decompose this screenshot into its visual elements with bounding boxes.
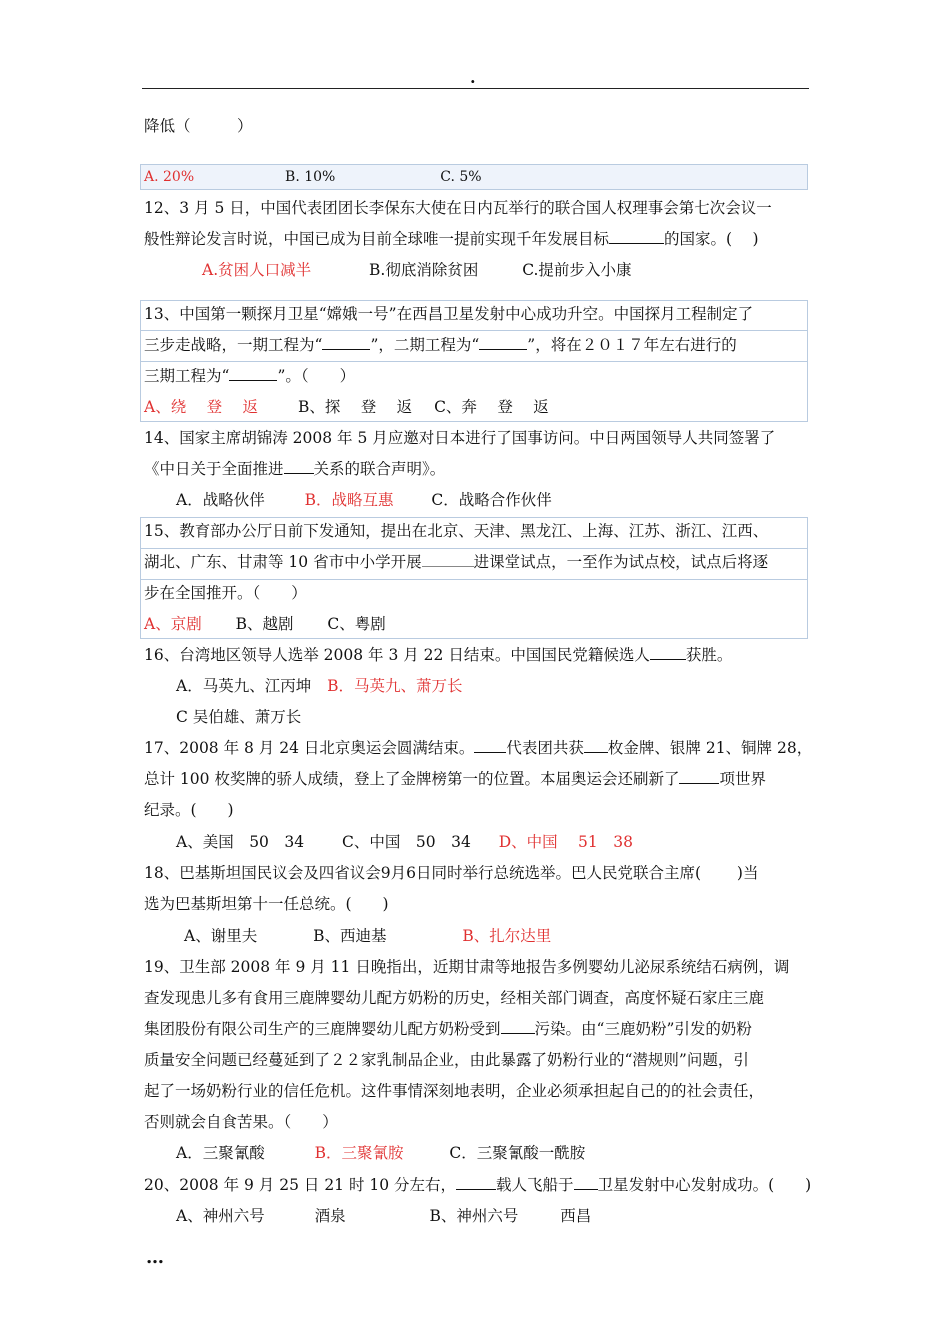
q17-line3: 纪录。( ): [144, 801, 234, 819]
q18-options: [184, 925, 551, 947]
q13-divider-1: [140, 330, 808, 331]
q15-line2-a: 湖北、广东、甘肃等 10 省市中小学开展: [144, 553, 422, 571]
q19-line1: 19、卫生部 2008 年 9 月 11 日晚指出，近期甘肃等地报告多例婴幼儿泌尿系统结石病例，调: [144, 958, 790, 976]
q18-line1: 18、巴基斯坦国民议会及四省议会9月6日同时举行总统选举。巴人民党联合主席( )当: [144, 864, 759, 882]
q13-options: [144, 396, 549, 418]
q20-options: [176, 1205, 591, 1227]
q17-line2: [144, 768, 766, 790]
q17-blank-2: [584, 738, 608, 753]
q17-option-d: D、中国 51 38: [498, 833, 634, 851]
q17-line1: [144, 737, 812, 759]
header-dot: .: [470, 68, 476, 87]
q18-option-b: B、西迪基: [313, 927, 387, 945]
q15-divider-1: [140, 548, 808, 549]
q20-line1: [144, 1174, 811, 1196]
q20-line1-c: 卫星发射中心发射成功。( ): [597, 1176, 812, 1194]
q13-line2-c: ”，将在２０１７年左右进行的: [527, 336, 737, 354]
q15-option-a: A、京剧: [144, 615, 202, 633]
q19-line3: [144, 1018, 752, 1040]
q20-option-b-site: 西昌: [560, 1207, 592, 1225]
q12-line2: [144, 228, 759, 250]
q11-option-b: B. 10%: [285, 169, 336, 185]
q19-line5: 起了一场奶粉行业的信任危机。这件事情深刻地表明，企业必须承担起自己的的社会责任，: [144, 1082, 765, 1100]
q11-option-a: A. 20%: [144, 169, 195, 185]
q14-line2-b: 关系的联合声明》。: [313, 460, 446, 478]
q17-option-c: C、中国 50 34: [342, 833, 471, 851]
q13-line1: 13、中国第一颗探月卫星“嫦娥一号”在西昌卫星发射中心成功升空。中国探月工程制定了: [144, 305, 754, 323]
q20-option-a-ship: A、神州六号: [176, 1207, 265, 1225]
q17-line2-b: 项世界: [719, 770, 766, 788]
q14-line2-a: 《中日关于全面推进: [144, 460, 284, 478]
q19-line3-a: 集团股份有限公司生产的三鹿牌婴幼儿配方奶粉受到: [144, 1020, 501, 1038]
q15-option-b: B、越剧: [235, 615, 294, 633]
q20-option-a-site: 酒泉: [314, 1207, 346, 1225]
q13-divider-2: [140, 361, 808, 362]
q15-line1: 15、教育部办公厅日前下发通知，提出在北京、天津、黑龙江、上海、江苏、浙江、江西、: [144, 522, 769, 540]
q19-line6: 否则就会自食苦果。（ ）: [144, 1113, 338, 1131]
q16-option-c: C 吴伯雄、萧万长: [176, 708, 302, 726]
q13-line2-b: ”，二期工程为“: [370, 336, 480, 354]
q17-blank-1: [474, 738, 506, 753]
q16-options: [176, 675, 462, 697]
q19-line2: 查发现患儿多有食用三鹿牌婴幼儿配方奶粉的历史，经相关部门调查，高度怀疑石家庄三鹿: [144, 989, 765, 1007]
q12-option-b: B.彻底消除贫困: [369, 261, 479, 279]
q14-options: [176, 489, 552, 511]
q13-line3-a: 三期工程为“: [144, 367, 230, 385]
q14-line2: [144, 458, 445, 480]
q13-blank-2: [479, 335, 527, 350]
q16-line1-a: 16、台湾地区领导人选举 2008 年 3 月 22 日结束。中国国民党籍候选人: [144, 646, 650, 664]
q18-option-c: B、扎尔达里: [462, 927, 552, 945]
q18-line2: 选为巴基斯坦第十一任总统。( ): [144, 895, 389, 913]
q13-line3-b: ”。（ ）: [277, 367, 356, 385]
header-rule: [142, 88, 809, 89]
q19-blank: [501, 1019, 535, 1034]
q15-option-c: C、粤剧: [327, 615, 386, 633]
q17-options: [176, 831, 633, 853]
q18-option-a: A、谢里夫: [184, 927, 258, 945]
q14-option-c: C．战略合作伙伴: [431, 491, 552, 509]
q17-line1-b: 代表团共获: [506, 739, 584, 757]
q13-option-a: A、绕 登 返: [144, 398, 259, 416]
q17-line1-c: 枚金牌、银牌 21、铜牌 28，: [607, 739, 813, 757]
q13-blank-3: [229, 366, 277, 381]
q12-line2-b: 的国家。( ): [664, 230, 759, 248]
q13-line2: [144, 334, 737, 356]
q16-line1: [144, 644, 732, 666]
q19-options: [176, 1142, 585, 1164]
q13-option-c: C、奔 登 返: [434, 398, 549, 416]
q15-line3: 步在全国推开。（ ）: [144, 584, 307, 602]
footer-ellipsis: …: [146, 1247, 165, 1268]
q14-option-b: B．战略互惠: [304, 491, 394, 509]
q12-option-c: C.提前步入小康: [522, 261, 632, 279]
q19-option-b: B．三聚氰胺: [314, 1144, 404, 1162]
q14-option-a: A．战略伙伴: [176, 491, 265, 509]
q17-blank-3: [679, 769, 719, 784]
q19-line3-b: 污染。由“三鹿奶粉”引发的奶粉: [534, 1020, 752, 1038]
q11-option-c: C. 5%: [440, 169, 482, 185]
q15-line2-b: 进课堂试点，一至作为试点校，试点后将逐: [473, 553, 769, 571]
q13-blank-1: [322, 335, 370, 350]
q16-option-b: B．马英九、萧万长: [327, 677, 463, 695]
q11-line: 降低（ ）: [144, 117, 253, 135]
q15-divider-2: [140, 579, 808, 580]
q20-line1-b: 载人飞船于: [496, 1176, 574, 1194]
q19-line4: 质量安全问题已经蔓延到了２２家乳制品企业，由此暴露了奶粉行业的“潜规则”问题，引: [144, 1051, 749, 1069]
q19-option-c: C．三聚氰酸一酰胺: [449, 1144, 586, 1162]
q16-line1-b: 获胜。: [685, 646, 733, 664]
q14-blank: [284, 459, 314, 474]
q17-line2-a: 总计 100 枚奖牌的骄人成绩，登上了金牌榜第一的位置。本届奥运会还刷新了: [144, 770, 680, 788]
q12-options: [202, 259, 631, 281]
q15-options: [144, 613, 386, 635]
q20-line1-a: 20、2008 年 9 月 25 日 21 时 10 分左右，: [144, 1176, 457, 1194]
q12-blank: [609, 229, 664, 244]
q13-line3: [144, 365, 355, 387]
q13-line2-a: 三步走战略，一期工程为“: [144, 336, 323, 354]
q15-line2: [144, 551, 768, 573]
q17-line1-a: 17、2008 年 8 月 24 日北京奥运会圆满结束。: [144, 739, 475, 757]
q16-blank: [650, 645, 686, 660]
q17-option-a: A、美国 50 34: [176, 833, 305, 851]
q16-option-a: A．马英九、江丙坤: [176, 677, 312, 695]
q13-option-b: B、探 登 返: [297, 398, 413, 416]
q11-options: [144, 166, 482, 188]
q12-option-a: A.贫困人口减半: [202, 261, 312, 279]
q14-line1: 14、国家主席胡锦涛 2008 年 5 月应邀对日本进行了国事访问。中日两国领导人共同签署了: [144, 429, 776, 447]
q15-blank: [422, 552, 474, 567]
q20-option-b-ship: B、神州六号: [429, 1207, 519, 1225]
q20-blank-1: [456, 1175, 496, 1190]
q12-line2-a: 般性辩论发言时说，中国已成为目前全球唯一提前实现千年发展目标: [144, 230, 610, 248]
q19-option-a: A．三聚氰酸: [176, 1144, 265, 1162]
q20-blank-2: [574, 1175, 598, 1190]
q12-line1: 12、3 月 5 日，中国代表团团长李保东大使在日内瓦举行的联合国人权理事会第七次会议一: [144, 199, 772, 217]
